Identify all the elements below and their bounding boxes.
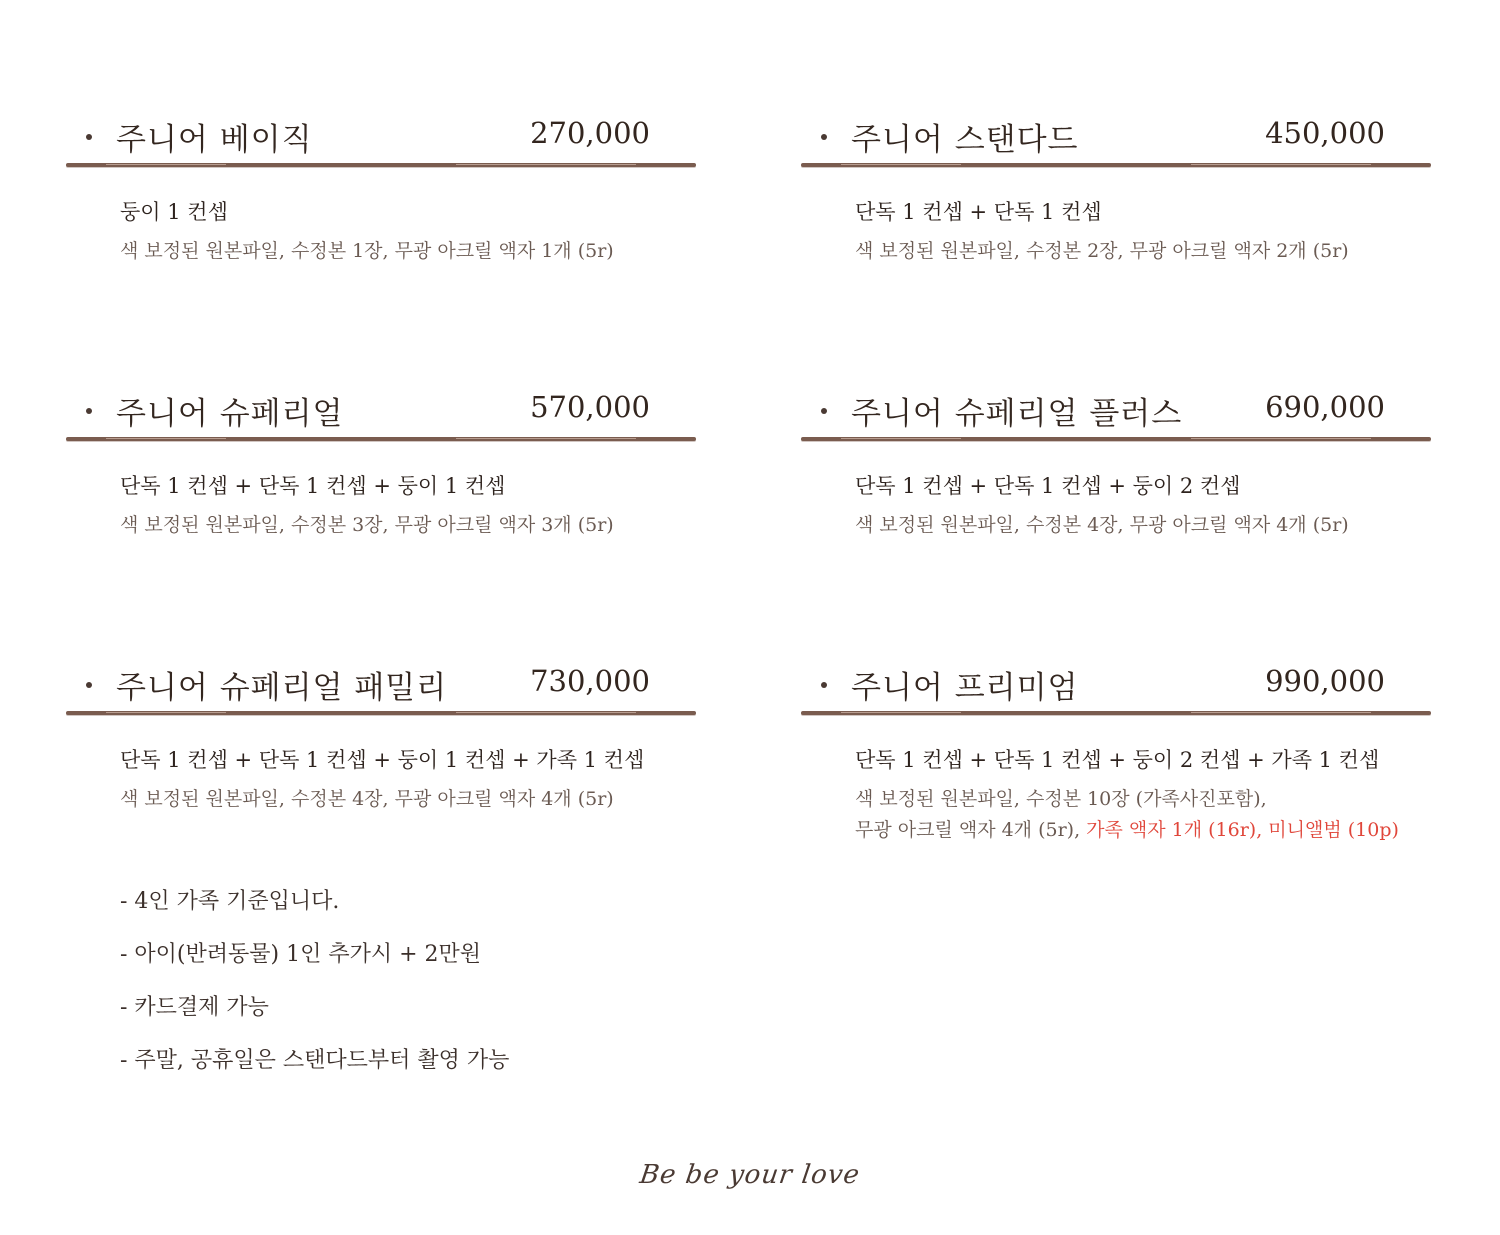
package-price: 690,000 — [1265, 390, 1385, 424]
bullet-icon — [821, 134, 827, 140]
footer-signature: Be be your love — [637, 1160, 863, 1190]
note-item: - 아이(반려동물) 1인 추가시 + 2만원 — [120, 942, 482, 967]
package-name: 주니어 슈페리얼 — [116, 396, 344, 432]
divider — [801, 437, 1431, 441]
description-line: 색 보정된 원본파일, 수정본 3장, 무광 아크릴 액자 3개 (5r) — [120, 514, 614, 536]
package-junior-standard — [801, 108, 1431, 262]
note-item: - 카드결제 가능 — [120, 995, 269, 1020]
package-junior-superior — [66, 382, 696, 536]
package-description — [120, 236, 614, 267]
package-description — [855, 236, 1349, 267]
package-junior-basic — [66, 108, 696, 262]
package-header — [801, 108, 1431, 168]
package-description — [855, 510, 1349, 541]
divider — [66, 163, 696, 167]
package-header — [66, 382, 696, 442]
highlight-text: 가족 액자 1개 (16r), 미니앨범 (10p) — [1086, 819, 1399, 841]
package-junior-premium — [801, 656, 1431, 841]
package-name: 주니어 베이직 — [116, 122, 313, 158]
divider — [66, 711, 696, 715]
description-line: 색 보정된 원본파일, 수정본 10장 (가족사진포함), — [855, 788, 1267, 810]
package-description — [120, 784, 614, 815]
note-item: - 주말, 공휴일은 스탠다드부터 촬영 가능 — [120, 1048, 510, 1073]
description-line — [855, 815, 1399, 846]
bullet-icon — [821, 408, 827, 414]
package-header — [801, 656, 1431, 716]
package-header — [801, 382, 1431, 442]
description-line: 색 보정된 원본파일, 수정본 4장, 무광 아크릴 액자 4개 (5r) — [120, 788, 614, 810]
notes-list — [120, 882, 509, 1094]
package-description — [120, 510, 614, 541]
package-name: 주니어 프리미엄 — [851, 670, 1079, 706]
package-price: 730,000 — [530, 664, 650, 698]
divider — [66, 437, 696, 441]
bullet-icon — [821, 682, 827, 688]
divider — [801, 711, 1431, 715]
bullet-icon — [86, 682, 92, 688]
package-header — [66, 656, 696, 716]
description-line: 색 보정된 원본파일, 수정본 2장, 무광 아크릴 액자 2개 (5r) — [855, 240, 1349, 262]
package-concept: 단독 1 컨셉 + 단독 1 컨셉 + 둥이 2 컨셉 — [855, 474, 1241, 498]
package-concept: 둥이 1 컨셉 — [120, 200, 228, 224]
package-name: 주니어 스탠다드 — [851, 122, 1079, 158]
description-line: 색 보정된 원본파일, 수정본 4장, 무광 아크릴 액자 4개 (5r) — [855, 514, 1349, 536]
package-price: 270,000 — [530, 116, 650, 150]
description-text: 무광 아크릴 액자 4개 (5r), — [855, 819, 1087, 841]
bullet-icon — [86, 408, 92, 414]
package-price: 990,000 — [1265, 664, 1385, 698]
package-concept: 단독 1 컨셉 + 단독 1 컨셉 + 둥이 2 컨셉 + 가족 1 컨셉 — [855, 748, 1380, 772]
description-line: 색 보정된 원본파일, 수정본 1장, 무광 아크릴 액자 1개 (5r) — [120, 240, 614, 262]
package-header — [66, 108, 696, 168]
package-concept: 단독 1 컨셉 + 단독 1 컨셉 + 둥이 1 컨셉 — [120, 474, 506, 498]
package-junior-superior-family — [66, 656, 696, 810]
package-concept: 단독 1 컨셉 + 단독 1 컨셉 — [855, 200, 1102, 224]
package-price: 570,000 — [530, 390, 650, 424]
note-item: - 4인 가족 기준입니다. — [120, 889, 340, 914]
package-name: 주니어 슈페리얼 플러스 — [851, 396, 1183, 432]
package-name: 주니어 슈페리얼 패밀리 — [116, 670, 448, 706]
package-junior-superior-plus — [801, 382, 1431, 536]
bullet-icon — [86, 134, 92, 140]
package-price: 450,000 — [1265, 116, 1385, 150]
package-concept: 단독 1 컨셉 + 단독 1 컨셉 + 둥이 1 컨셉 + 가족 1 컨셉 — [120, 748, 645, 772]
divider — [801, 163, 1431, 167]
package-description — [855, 784, 1399, 846]
